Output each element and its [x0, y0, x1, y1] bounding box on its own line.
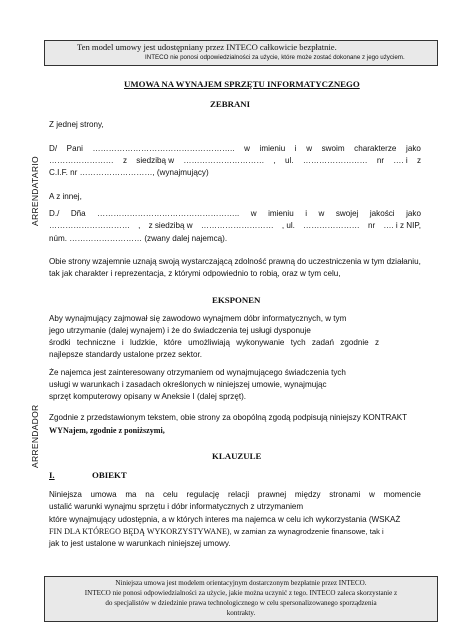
exp-p3-line2: WYNajem, zgodnie z poniższymi,: [49, 426, 165, 435]
exp-p2-line1: Że najemca jest zainteresowany otrzymaniem od wynajmującego świadczenia tych: [49, 368, 346, 377]
exp-p1-line4: najlepsze standardy ustalone przez sektor.: [49, 350, 202, 359]
clause-line4-caps: FIN DLA KTÓREGO BĘDĄ WYKORZYSTYWANE): [49, 527, 230, 536]
clause-line3: które wynajmujący udostępnia, a w których interes ma najemca w celu ich wykorzystania (WSKAŻ: [49, 515, 401, 524]
bottom-disclaimer-box: [44, 576, 438, 622]
bottom-disclaimer-line2: INTECO nie ponosi odpowiedzialności za użycie, jakie można uczynić z tego. INTECO zaleca skorzystanie z: [84, 589, 398, 597]
side-label-arrendador: ARRENDADOR: [30, 404, 40, 468]
top-disclaimer-line1: Ten model umowy jest udostępniany przez INTECO całkowicie bezpłatnie.: [77, 42, 337, 52]
exp-p1-line3: środki techniczne i ludzkie, które umożliwiają wykonywanie tych zadań zgodnie z: [49, 338, 379, 347]
section-heading-klauzule: KLAUZULE: [212, 451, 262, 461]
party2-line1: D./ Dña …………………………………………….. w imieniu i w swojej jakości jako: [49, 209, 421, 218]
top-disclaimer-box: [44, 40, 438, 66]
bottom-disclaimer-line3: do specjalistów w dziedzinie prawa technologicznego w celu spersonalizowanego sporządzenia: [105, 599, 377, 607]
clause-line2: ustalić warunki wynajmu sprzętu i dóbr informatycznych z utrzymaniem: [49, 502, 304, 511]
clause-number: I.: [49, 470, 55, 480]
clause-line1: Niniejsza umowa ma na celu regulację relacji prawnej między stronami w momencie: [49, 490, 421, 499]
clause-line4-rest: , w zamian za wynagrodzenie finansowe, tak i: [229, 527, 384, 536]
party-intro-2: A z innej,: [49, 192, 82, 201]
mutual-line2: tak jak charakter i reprezentacja, z którymi odpowiednio to robią, oraz w tym celu,: [49, 269, 341, 278]
party1-line2: …………………… z siedzibą w ………………………… , ul. …………………… nr …. i z: [49, 156, 421, 165]
exp-p3-line1: Zgodnie z przedstawionym tekstem, obie strony za obopólną zgodą podpisują niniejszy KONTRAKT: [49, 413, 408, 422]
bottom-disclaimer-line1: Niniejsza umowa jest modelem orientacyjnym dostarczonym bezpłatnie przez INTECO.: [115, 579, 367, 587]
document-title: UMOWA NA WYNAJEM SPRZĘTU INFORMATYCZNEGO: [124, 79, 360, 89]
mutual-line1: Obie strony wzajemnie uznają swoją wystarczającą zdolność prawną do uczestniczenia w tym działaniu,: [49, 257, 421, 266]
section-heading-eksponen: EKSPONEN: [212, 295, 261, 305]
party-intro-1: Z jednej strony,: [49, 120, 104, 129]
exp-p1-line1: Aby wynajmujący zajmował się zawodowo wynajmem dóbr informatycznych, w tym: [49, 314, 347, 323]
top-disclaimer-line2: INTECO nie ponosi odpowiedzialności za użycie, które może zostać dokonane z jego użyciem.: [145, 54, 405, 61]
exp-p2-line2: usługi w warunkach i zasadach określonych w niniejszej umowie, wynajmując: [49, 380, 327, 389]
exp-p2-line3: sprzęt komputerowy opisany w Aneksie I (dalej sprzęt).: [49, 392, 247, 401]
exp-p1-line2: jego utrzymanie (dalej wynajem) i że do świadczenia tej usługi dysponuje: [49, 326, 311, 335]
party2-line3: núm. ……………………… (zwany dalej najemcą).: [49, 234, 228, 243]
bottom-disclaimer-line4: kontrakty.: [226, 609, 256, 617]
section-heading-zebrani: ZEBRANI: [210, 99, 251, 109]
clause-title-obiekt: OBIEKT: [92, 470, 127, 480]
party1-line3: C.I.F. nr ………………………, (wynajmujący): [49, 168, 209, 177]
party2-line2: ………………………… , z siedzibą w ……………………… , ul. ………………… nr …. i z NIP,: [49, 221, 421, 230]
party1-line1: D/ Pani …………………………………………….. w imieniu i w swoim charakterze jako: [49, 144, 421, 153]
side-label-arrendatario: ARRENDATARIO: [30, 156, 40, 226]
clause-line4: [49, 528, 384, 536]
clause-line5: jak to jest ustalone w warunkach niniejszej umowy.: [49, 539, 231, 548]
